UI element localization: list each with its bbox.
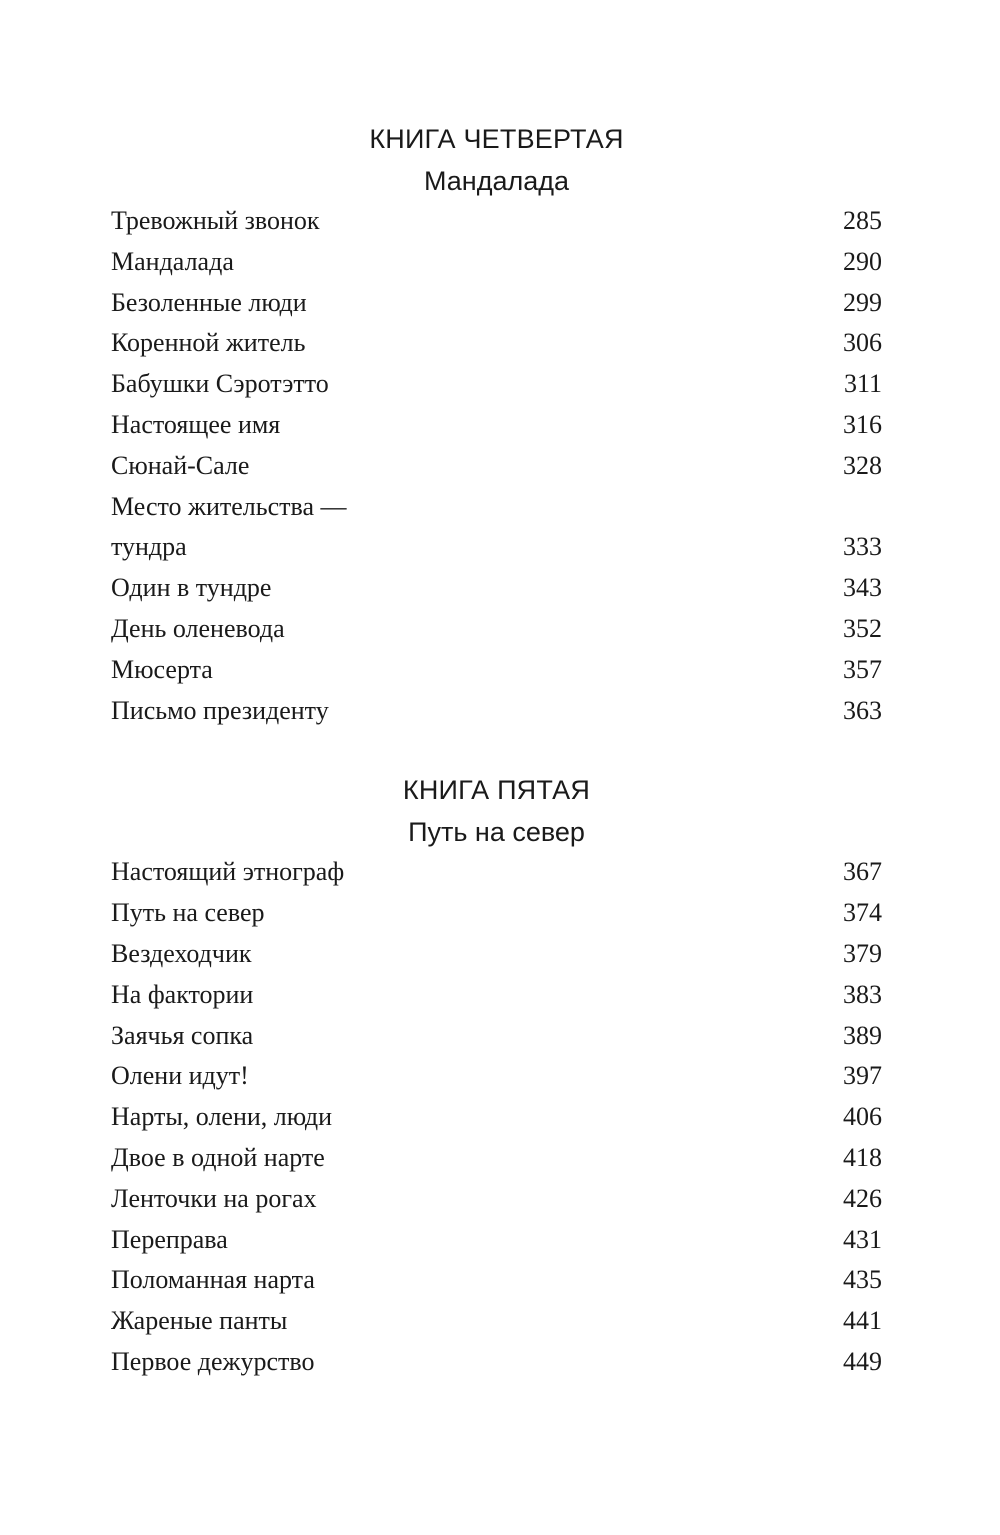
- chapter-title: Настоящее имя: [111, 410, 294, 439]
- chapter-title: Мандалада: [111, 247, 248, 276]
- book-subtitle: Мандалада: [423, 166, 570, 196]
- book-title: КНИГА ПЯТАЯ: [402, 775, 591, 806]
- chapter-title: Первое дежурство: [111, 1347, 329, 1376]
- toc-entry[interactable]: [111, 1301, 882, 1342]
- toc-entry[interactable]: [111, 1220, 882, 1261]
- chapter-title: Вездеходчик: [111, 939, 266, 968]
- page-number: 441: [829, 1301, 882, 1342]
- chapter-title: Жареные панты: [111, 1306, 301, 1335]
- chapter-title: Поломанная нарта: [111, 1265, 329, 1294]
- toc-entry[interactable]: [111, 1179, 882, 1220]
- page-number: 374: [829, 893, 882, 934]
- page-number: 418: [829, 1138, 882, 1179]
- toc-entry[interactable]: [111, 975, 882, 1016]
- page-number: 367: [829, 852, 882, 893]
- chapter-title: Путь на север: [111, 898, 279, 927]
- chapter-title: На фактории: [111, 980, 267, 1009]
- page-number: 426: [829, 1179, 882, 1220]
- toc-entry[interactable]: [111, 1342, 882, 1383]
- chapter-title: Мюсерта: [111, 655, 227, 684]
- section-gap: [111, 731, 882, 763]
- chapter-title: тундра: [111, 532, 201, 561]
- toc-entry[interactable]: [111, 364, 882, 405]
- page-number: 389: [829, 1016, 882, 1057]
- toc-entry[interactable]: [111, 323, 882, 364]
- chapter-title: Двое в одной нарте: [111, 1143, 339, 1172]
- page-number: 311: [830, 364, 882, 405]
- page-number: 352: [829, 609, 882, 650]
- toc-entry[interactable]: [111, 1016, 882, 1057]
- chapter-title: Тревожный звонок: [111, 206, 334, 235]
- toc-entry[interactable]: [111, 242, 882, 283]
- chapter-title: Нарты, олени, люди: [111, 1102, 346, 1131]
- page-number: 343: [829, 568, 882, 609]
- chapter-title: Заячья сопка: [111, 1021, 267, 1050]
- chapter-title: Письмо президенту: [111, 696, 343, 725]
- toc-entry-continued[interactable]: [111, 487, 882, 528]
- book-subtitle: Путь на север: [408, 817, 585, 848]
- toc-entry[interactable]: [111, 650, 882, 691]
- chapter-title: Место жительства —: [111, 492, 361, 521]
- page-number: 357: [829, 650, 882, 691]
- chapter-title: Безоленные люди: [111, 288, 321, 317]
- page-number: 363: [829, 691, 882, 732]
- chapter-title: Коренной житель: [111, 328, 319, 357]
- chapter-title: Олени идут!: [111, 1061, 263, 1090]
- chapter-title: Сюнай-Сале: [111, 451, 263, 480]
- toc-entry[interactable]: [111, 201, 882, 242]
- chapter-list: [111, 852, 882, 1382]
- page-number: 449: [829, 1342, 882, 1383]
- toc-entry[interactable]: [111, 609, 882, 650]
- chapter-title: Бабушки Сэротэтто: [111, 369, 343, 398]
- toc-entry[interactable]: [111, 691, 882, 732]
- chapter-title: Один в тундре: [111, 573, 285, 602]
- page-number: 316: [829, 405, 882, 446]
- toc-entry[interactable]: [111, 568, 882, 609]
- toc-entry[interactable]: [111, 1260, 882, 1301]
- table-of-contents: [111, 112, 882, 1383]
- chapter-title: День оленевода: [111, 614, 299, 643]
- chapter-title: Переправа: [111, 1225, 242, 1254]
- book-title: КНИГА ЧЕТВЕРТАЯ: [369, 124, 624, 154]
- toc-entry[interactable]: [111, 283, 882, 324]
- page-number: 435: [829, 1260, 882, 1301]
- toc-entry[interactable]: [111, 446, 882, 487]
- page-number: 397: [829, 1056, 882, 1097]
- page-number: 406: [829, 1097, 882, 1138]
- toc-entry[interactable]: [111, 1056, 882, 1097]
- toc-entry[interactable]: [111, 934, 882, 975]
- toc-entry[interactable]: [111, 1097, 882, 1138]
- page-number: 383: [829, 975, 882, 1016]
- page-number: 379: [829, 934, 882, 975]
- toc-entry[interactable]: [111, 852, 882, 893]
- page-number: 431: [829, 1220, 882, 1261]
- page-number: 328: [829, 446, 882, 487]
- toc-entry[interactable]: [111, 1138, 882, 1179]
- page-number: 299: [829, 283, 882, 324]
- page-number: 306: [829, 323, 882, 364]
- chapter-list: [111, 201, 882, 731]
- page-number: 285: [829, 201, 882, 242]
- toc-entry[interactable]: [111, 405, 882, 446]
- chapter-title: Настоящий этнограф: [111, 857, 358, 886]
- toc-entry[interactable]: [111, 527, 882, 568]
- page-number: 290: [829, 242, 882, 283]
- toc-entry[interactable]: [111, 893, 882, 934]
- book-section-five: [111, 763, 882, 852]
- page-number: 333: [829, 527, 882, 568]
- chapter-title: Ленточки на рогах: [111, 1184, 331, 1213]
- book-section-four: [111, 112, 882, 201]
